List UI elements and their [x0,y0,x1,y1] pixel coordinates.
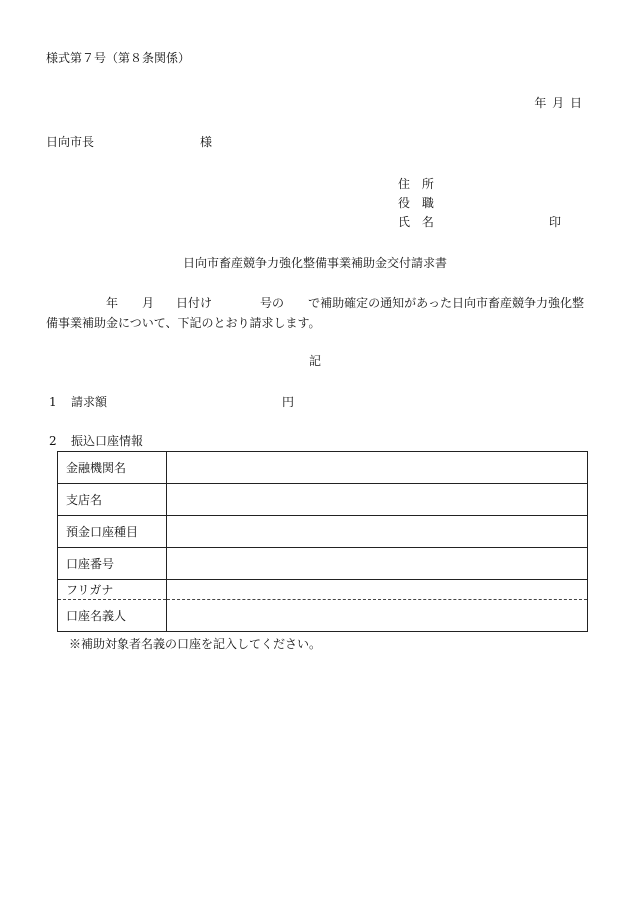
seal-mark: 印 [549,215,562,229]
account-row-value[interactable] [167,548,588,580]
ki-mark: 記 [308,354,321,368]
table-row [58,580,588,600]
form-number: 様式第７号（第８条関係） [46,51,191,65]
date-line: 年 月 日 [534,96,583,110]
table-row [58,516,588,548]
item1-label: 請求額 [71,395,108,409]
item1-unit: 円 [282,395,295,409]
account-row-value[interactable] [167,600,588,632]
account-row-label: 金融機関名 [58,452,167,484]
account-row-value[interactable] [167,516,588,548]
table-row [58,548,588,580]
applicant-title-label: 役 職 [398,196,438,210]
account-table [57,451,588,632]
item1-number: 1 [49,395,57,409]
addressee-honorific: 様 [200,135,213,149]
item2-number: 2 [49,434,57,448]
body-number-suffix: 号の [260,296,285,310]
account-row-label: 支店名 [58,484,167,516]
item2-label: 振込口座情報 [71,434,144,448]
body-paragraph [46,293,590,333]
account-row-label: 口座名義人 [58,600,167,632]
table-row [58,600,588,632]
account-row-label: 口座番号 [58,548,167,580]
account-row-value[interactable] [167,452,588,484]
account-row-value[interactable] [167,580,588,600]
table-row [58,452,588,484]
body-day-suffix: 日付け [176,296,213,310]
body-month: 月 [142,296,155,310]
account-row-value[interactable] [167,484,588,516]
table-row [58,484,588,516]
document-title: 日向市畜産競争力強化整備事業補助金交付請求書 [182,256,447,270]
body-text: で補助確定の通知があった日向市畜産競争力強化整備事業補助金について、下記のとおり請求します。 [46,296,584,330]
footnote: ※補助対象者名義の口座を記入してください。 [69,637,322,651]
applicant-name-label: 氏 名 [398,215,438,229]
account-row-label: フリガナ [58,580,167,600]
applicant-address-label: 住 所 [398,177,438,191]
body-year: 年 [106,296,119,310]
account-row-label: 預金口座種目 [58,516,167,548]
addressee-name: 日向市長 [46,135,95,149]
